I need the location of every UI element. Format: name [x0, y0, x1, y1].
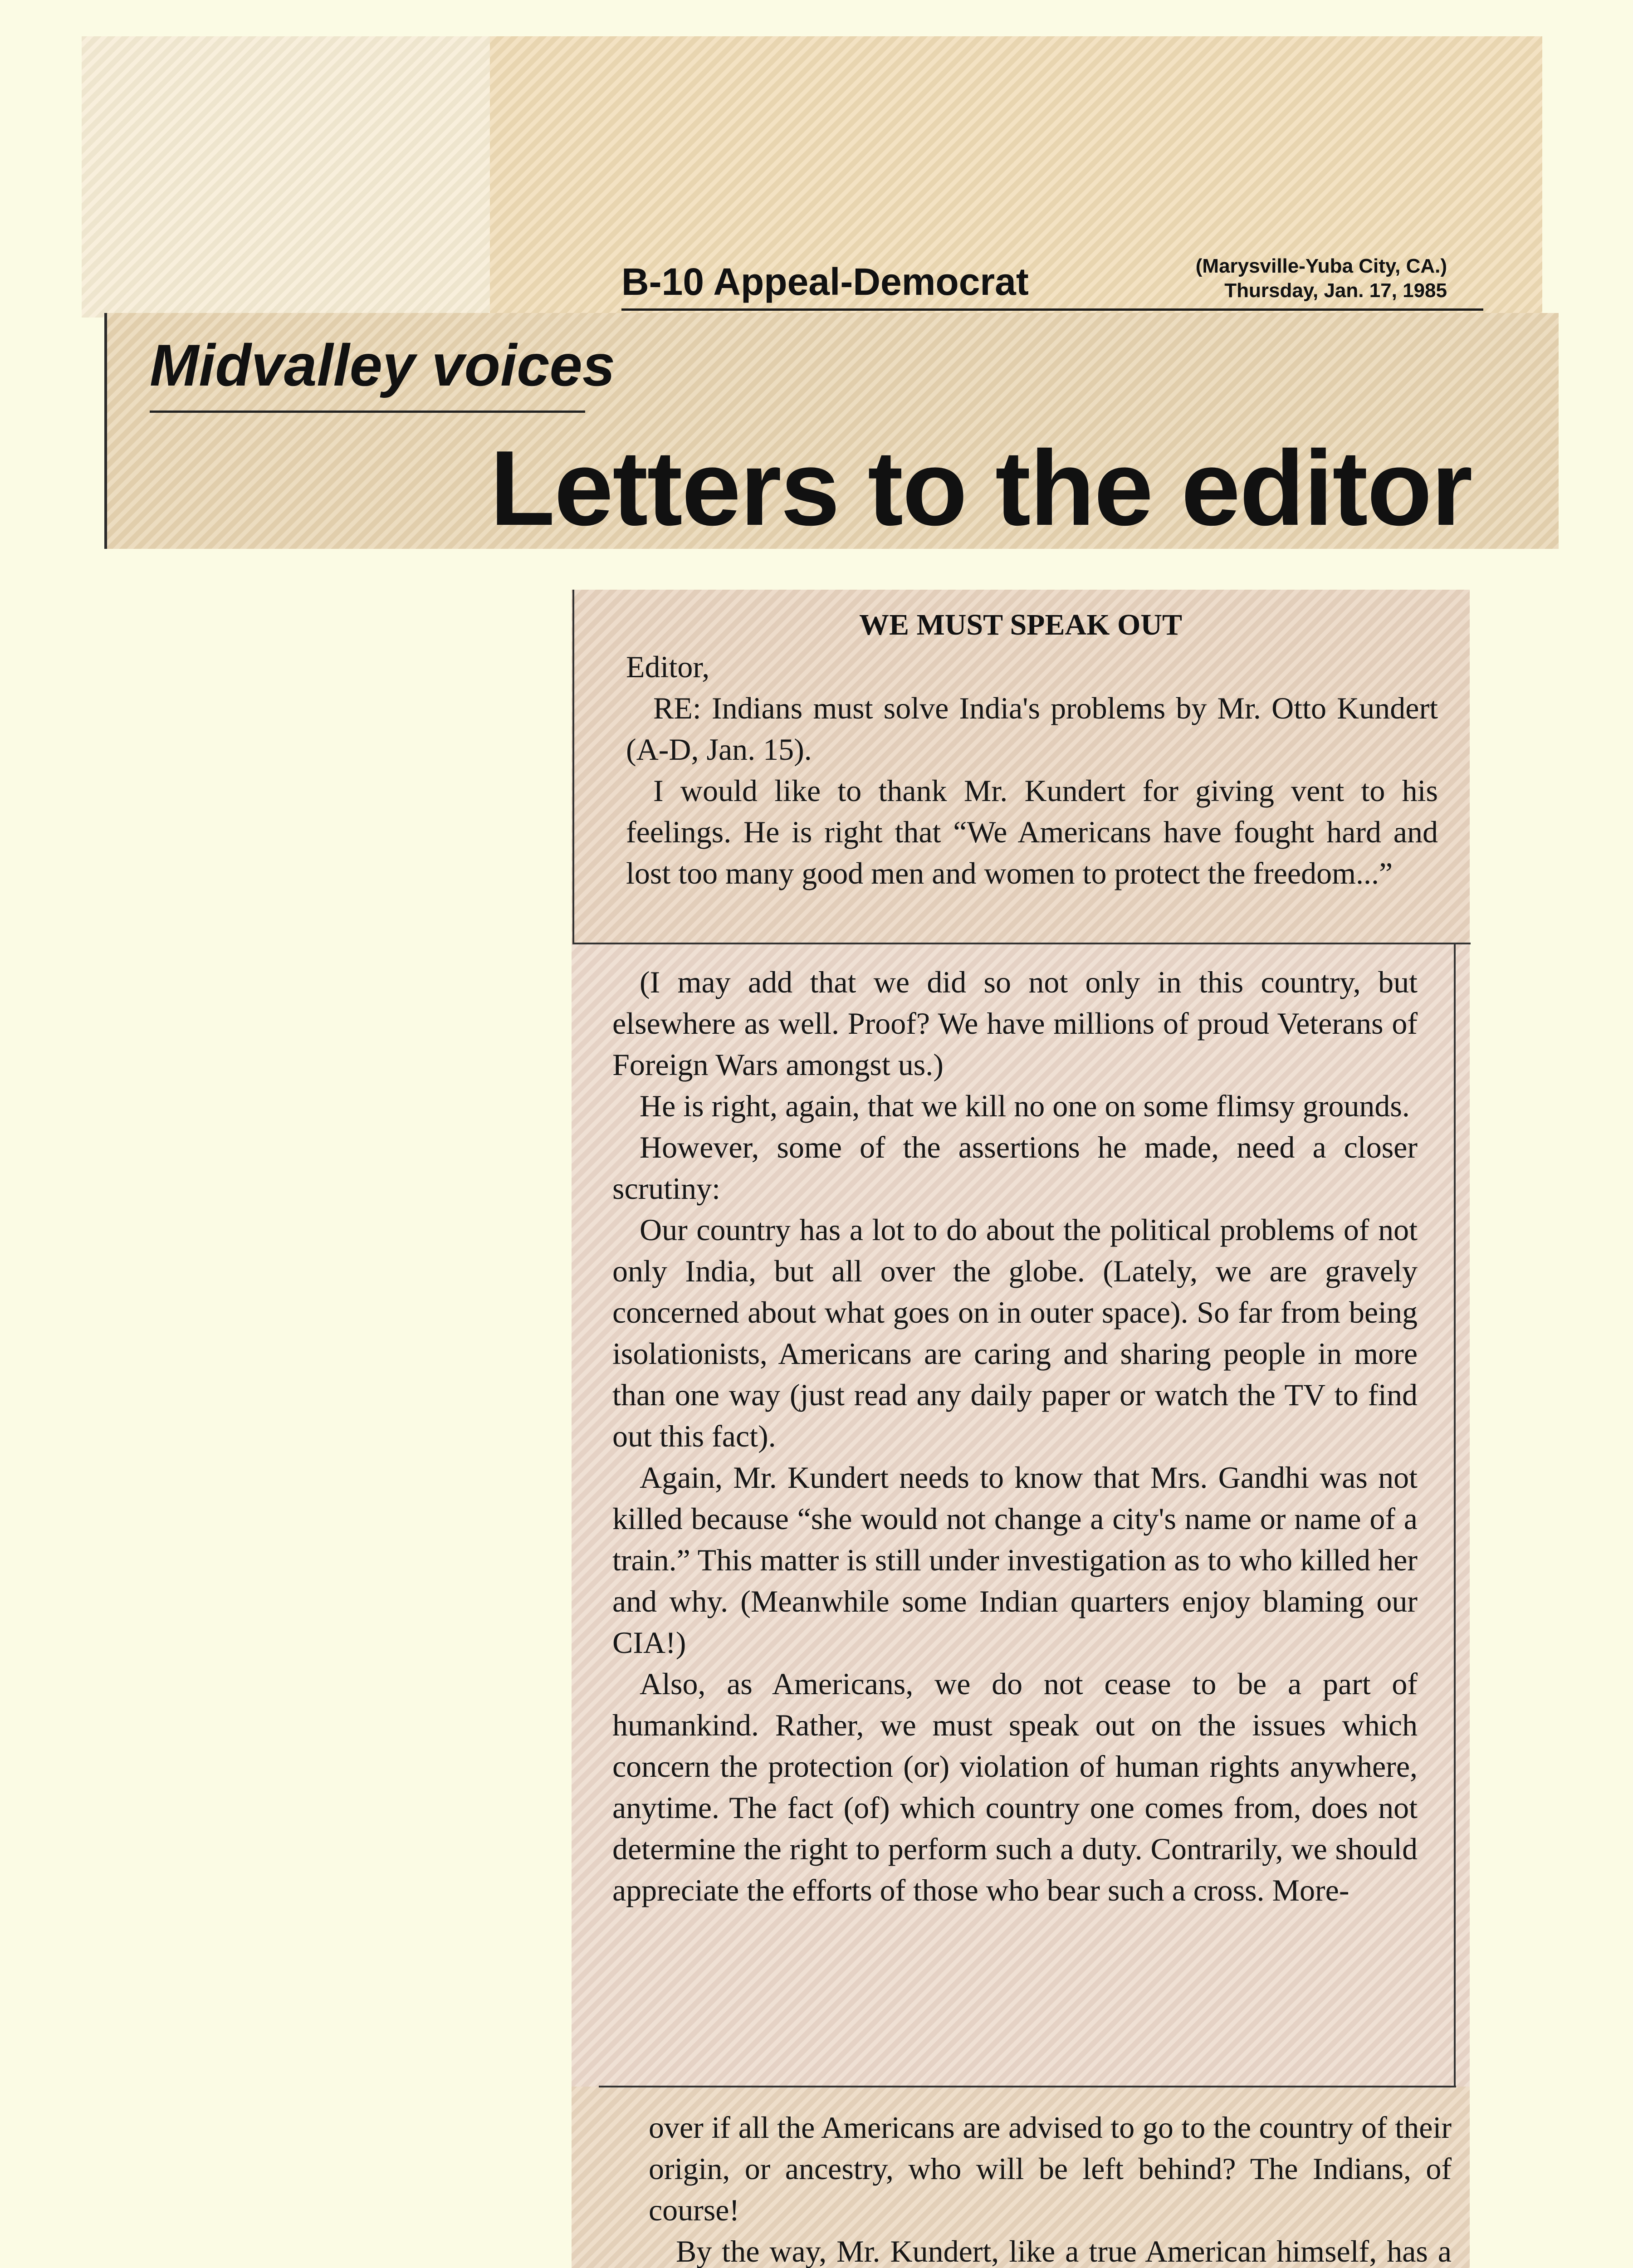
letter-headline: WE MUST SPEAK OUT — [859, 608, 1183, 641]
letter-part-1 — [626, 646, 1438, 894]
masthead-dateline — [1196, 254, 1447, 303]
letter-paragraph: By the way, Mr. Kundert, like a true American himself, has a — [676, 2234, 1452, 2268]
clip-edge — [599, 2086, 1456, 2087]
letter-salutation: Editor, — [626, 650, 710, 684]
clip-edge — [572, 943, 1471, 944]
letter-paragraph: RE: Indians must solve India's problems by Mr. Otto Kundert (A-D, Jan. 15). — [626, 691, 1438, 767]
letter-paragraph: Our country has a lot to do about the political problems of not only India, but all over the globe. (Lately, we are gravely concerned about what goes on in outer space). So far from being isolationists, Americans are caring and sharing people in more than one way (just read any daily paper or watch the TV to find out this fact). — [612, 1212, 1418, 1453]
section-rule — [150, 411, 585, 413]
masthead-clipping-faded — [82, 36, 490, 318]
masthead — [621, 254, 1483, 311]
masthead-date: Thursday, Jan. 17, 1985 — [1224, 279, 1447, 302]
letter-paragraph: However, some of the assertions he made, need a closer scrutiny: — [612, 1130, 1418, 1206]
section-title: Letters to the editor — [490, 428, 1472, 547]
letter-paragraph: He is right, again, that we kill no one on some flimsy grounds. — [640, 1089, 1410, 1123]
column-rule — [572, 590, 574, 943]
section-name: Midvalley voices — [150, 332, 616, 398]
letter-paragraph: I would like to thank Mr. Kundert for giving vent to his feelings. He is right that “We Americans have fought hard and lost too many good men and women to protect the freedom...” — [626, 773, 1438, 890]
letter-paragraph: (I may add that we did so not only in this country, but elsewhere as well. Proof? We have millions of proud Veterans of Foreign Wars amongst us.) — [612, 965, 1418, 1082]
masthead-location: (Marysville-Yuba City, CA.) — [1195, 255, 1447, 277]
letter-part-3 — [649, 2107, 1452, 2268]
letter-paragraph: Also, as Americans, we do not cease to be a part of humankind. Rather, we must speak out on the issues which concern the protection (or) violation of human rights anywhere, anytime. The fact (of) which country one comes from, does not determine the right to perform such a duty. Contrarily, we should appreciate the efforts of those who bear such a cross. More- — [612, 1667, 1418, 1907]
column-rule — [1454, 943, 1456, 2087]
letter-paragraph: over if all the Americans are advised to go to the country of their origin, or ancestry, who will be left behind? The Indians, of course! — [649, 2110, 1452, 2227]
page-label: B-10 Appeal-Democrat — [621, 260, 1029, 303]
letter-paragraph: Again, Mr. Kundert needs to know that Mrs. Gandhi was not killed because “she would not change a city's name or name of a train.” This matter is still under investigation as to who killed her and why. (Meanwhile some Indian quarters enjoy blaming our CIA!) — [612, 1460, 1418, 1660]
letter-part-2 — [612, 962, 1418, 1911]
